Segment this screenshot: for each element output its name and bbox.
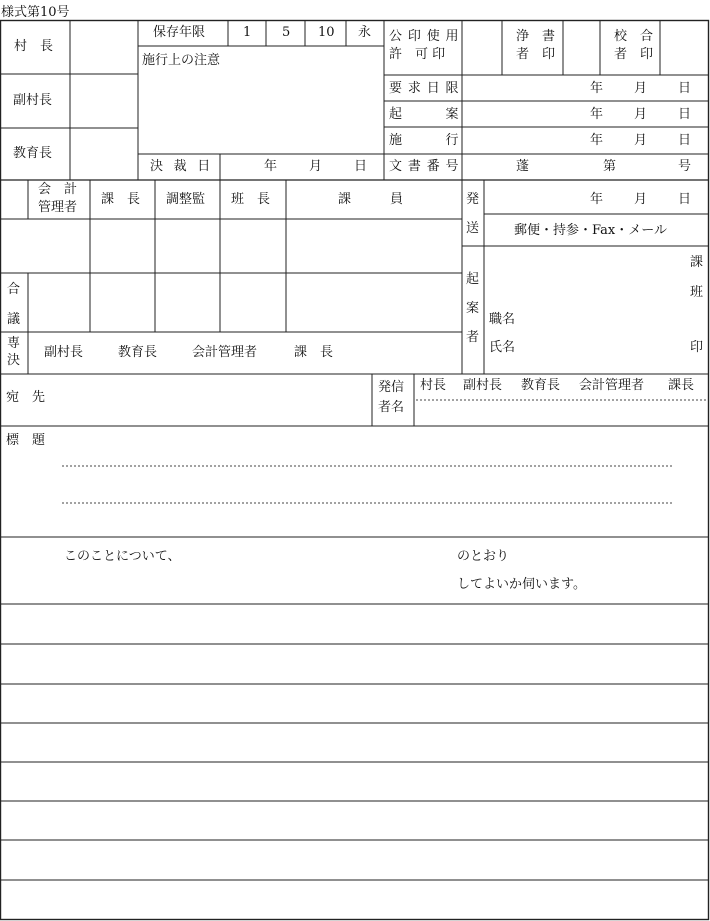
drafter-team: 班 bbox=[690, 285, 704, 300]
retention-option-1[interactable]: 1 bbox=[243, 25, 252, 40]
body-request: してよいか伺います。 bbox=[457, 577, 586, 592]
enforcement-year: 年 bbox=[590, 133, 604, 148]
sender-section-chief[interactable]: 課長 bbox=[668, 378, 695, 393]
exclusive-deputy[interactable]: 副村長 bbox=[44, 345, 84, 360]
drafter-label-3: 者 bbox=[466, 330, 480, 345]
exclusive-label-1: 専 bbox=[7, 336, 21, 351]
draft-label: 起 案 bbox=[389, 107, 465, 122]
sender-accountant[interactable]: 会計管理者 bbox=[579, 378, 645, 393]
document-number-dai: 第 bbox=[603, 159, 617, 174]
drafter-label-1: 起 bbox=[466, 272, 480, 287]
proof-label-1: 校 合 bbox=[614, 29, 654, 44]
exclusive-section-chief[interactable]: 課 長 bbox=[294, 345, 334, 360]
team-leader-label: 班 長 bbox=[231, 192, 271, 207]
sender-label-2: 者名 bbox=[378, 400, 405, 415]
decision-month: 月 bbox=[309, 159, 323, 174]
sender-label-1: 発信 bbox=[378, 380, 405, 395]
accountant-label-1: 会 計 bbox=[38, 182, 78, 197]
retention-label: 保存年限 bbox=[153, 25, 206, 40]
request-month: 月 bbox=[634, 81, 648, 96]
document-number-prefix: 蓬 bbox=[516, 159, 530, 174]
exclusive-label-2: 決 bbox=[7, 353, 21, 368]
deputy-head-label: 副村長 bbox=[13, 93, 53, 108]
proof-label-2: 者 印 bbox=[614, 47, 654, 62]
consultation-label-1: 合 bbox=[7, 282, 21, 297]
clean-copy-label-1: 浄 書 bbox=[516, 29, 556, 44]
enforcement-label: 施 行 bbox=[389, 133, 465, 148]
document-number-go: 号 bbox=[678, 159, 692, 174]
dispatch-label-1: 発 bbox=[466, 192, 480, 207]
accountant-label-2: 管理者 bbox=[38, 200, 78, 215]
notes-label: 施行上の注意 bbox=[142, 53, 221, 68]
drafter-section: 課 bbox=[690, 255, 704, 270]
decision-date-label: 決 裁 日 bbox=[150, 159, 214, 174]
request-day: 日 bbox=[678, 81, 692, 96]
addressee-label: 宛 先 bbox=[6, 390, 46, 405]
retention-option-10[interactable]: 10 bbox=[318, 25, 335, 40]
retention-option-permanent[interactable]: 永 bbox=[358, 25, 372, 40]
education-head-label: 教育長 bbox=[13, 146, 53, 161]
body-as-follows: のとおり bbox=[457, 549, 510, 564]
exclusive-education[interactable]: 教育長 bbox=[118, 345, 158, 360]
body-intro: このことについて、 bbox=[64, 549, 181, 564]
subject-label: 標 題 bbox=[6, 433, 46, 448]
request-deadline-label: 要求日限 bbox=[389, 81, 465, 96]
official-seal-label: 公印使用 bbox=[389, 29, 465, 44]
staff-label: 課 員 bbox=[338, 192, 404, 207]
coordinator-label: 調整監 bbox=[166, 192, 206, 207]
decision-year: 年 bbox=[264, 159, 278, 174]
dispatch-year: 年 bbox=[590, 192, 604, 207]
request-year: 年 bbox=[590, 81, 604, 96]
enforcement-month: 月 bbox=[634, 133, 648, 148]
drafter-seal: 印 bbox=[690, 340, 704, 355]
sender-deputy[interactable]: 副村長 bbox=[463, 378, 503, 393]
drafter-label-2: 案 bbox=[466, 301, 480, 316]
dispatch-month: 月 bbox=[634, 192, 648, 207]
permit-seal-label: 許 可 印 bbox=[389, 47, 446, 62]
clean-copy-label-2: 者 印 bbox=[516, 47, 556, 62]
consultation-label-2: 議 bbox=[7, 312, 21, 327]
draft-month: 月 bbox=[634, 107, 648, 122]
draft-year: 年 bbox=[590, 107, 604, 122]
document-number-label: 文書番号 bbox=[389, 159, 465, 174]
exclusive-accountant[interactable]: 会計管理者 bbox=[192, 345, 258, 360]
drafter-name-label: 氏名 bbox=[489, 340, 516, 355]
draft-day: 日 bbox=[678, 107, 692, 122]
decision-day: 日 bbox=[354, 159, 368, 174]
drafter-position-label: 職名 bbox=[489, 312, 516, 327]
sender-village-head[interactable]: 村長 bbox=[420, 378, 447, 393]
sender-education[interactable]: 教育長 bbox=[521, 378, 561, 393]
form-code: 様式第10号 bbox=[1, 5, 70, 20]
enforcement-day: 日 bbox=[678, 133, 692, 148]
dispatch-methods[interactable]: 郵便・持参・Fax・メール bbox=[514, 223, 667, 238]
dispatch-day: 日 bbox=[678, 192, 692, 207]
retention-option-5[interactable]: 5 bbox=[282, 25, 291, 40]
section-chief-label: 課 長 bbox=[101, 192, 141, 207]
dispatch-label-2: 送 bbox=[466, 221, 480, 236]
village-head-label: 村 長 bbox=[14, 39, 54, 54]
